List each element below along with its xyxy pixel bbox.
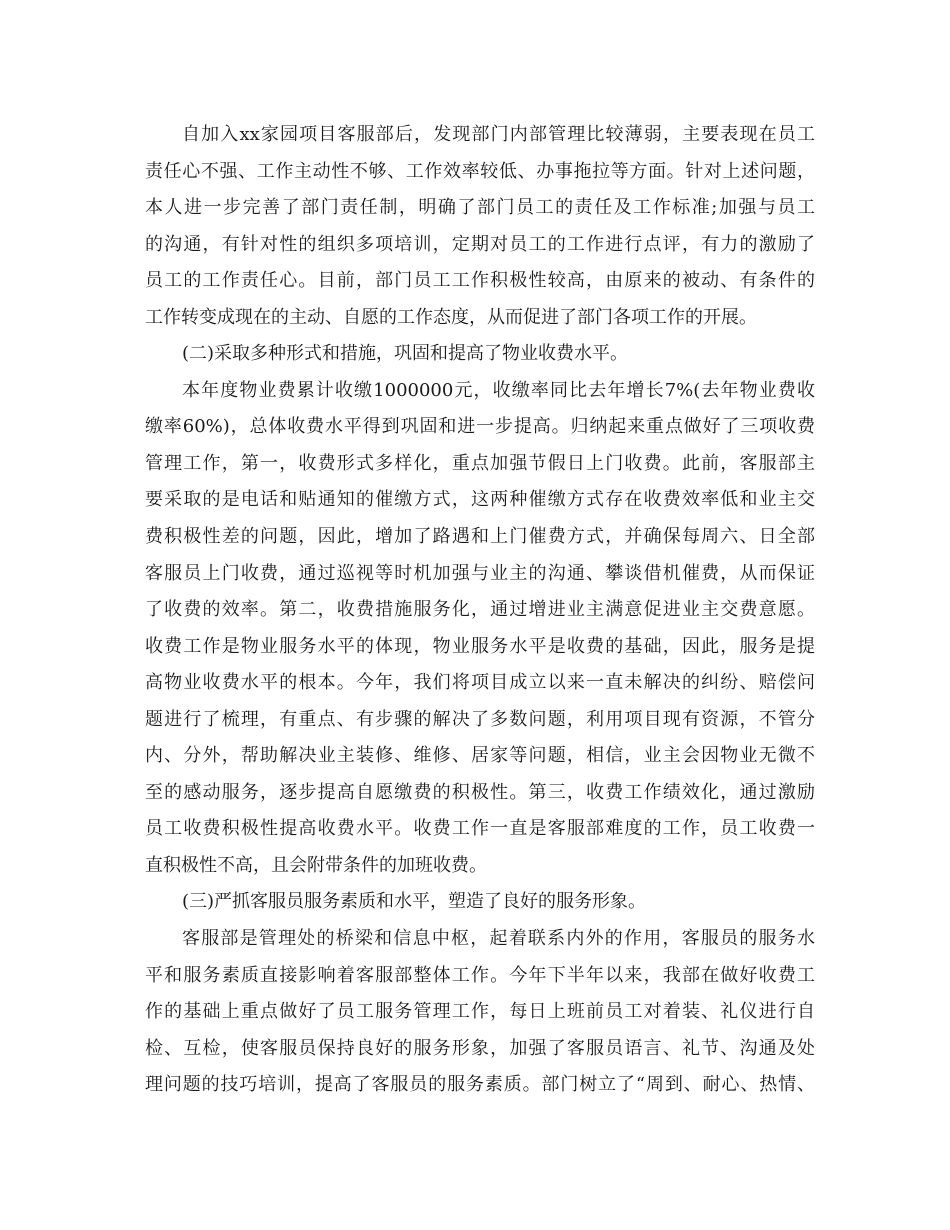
- document-body: [145, 117, 815, 1104]
- paragraph-2-line-11: 内、分外，帮助解决业主装修、维修、居家等问题，相信，业主会因物业无微不: [145, 745, 815, 767]
- paragraph-3-line-5: 理问题的技巧培训，提高了客服员的服务素质。部门树立了“周到、耐心、热情、: [145, 1074, 815, 1096]
- paragraph-3-line-3: 作的基础上重点做好了员工服务管理工作，每日上班前员工对着装、礼仪进行自: [145, 1001, 815, 1023]
- paragraph-2-line-2: 缴率60%)，总体收费水平得到巩固和进一步提高。归纳起来重点做好了三项收费: [145, 416, 815, 438]
- paragraph-1-line-3: 本人进一步完善了部门责任制，明确了部门员工的责任及工作标准;加强与员工: [145, 197, 815, 219]
- paragraph-1-line-6: 工作转变成现在的主动、自愿的工作态度，从而促进了部门各项工作的开展。: [145, 306, 757, 328]
- paragraph-1-line-2: 责任心不强、工作主动性不够、工作效率较低、办事拖拉等方面。针对上述问题，: [145, 160, 815, 182]
- section-heading-3: (三)严抓客服员服务素质和水平，塑造了良好的服务形象。: [182, 891, 647, 913]
- paragraph-2-line-14: 直积极性不高，且会附带条件的加班收费。: [145, 854, 487, 876]
- paragraph-3-line-2: 平和服务素质直接影响着客服部整体工作。今年下半年以来，我部在做好收费工: [145, 964, 815, 986]
- paragraph-1-line-4: 的沟通，有针对性的组织多项培训，定期对员工的工作进行点评，有力的激励了: [145, 233, 815, 255]
- paragraph-2-line-1: 本年度物业费累计收缴1000000元，收缴率同比去年增长7%(去年物业费收: [182, 379, 815, 401]
- paragraph-2-line-8: 收费工作是物业服务水平的体现，物业服务水平是收费的基础，因此，服务是提: [145, 635, 815, 657]
- paragraph-2-line-13: 员工收费积极性提高收费水平。收费工作一直是客服部难度的工作，员工收费一: [145, 818, 815, 840]
- paragraph-2-line-9: 高物业收费水平的根本。今年，我们将项目成立以来一直未解决的纠纷、赔偿问: [145, 672, 815, 694]
- paragraph-2-line-10: 题进行了梳理，有重点、有步骤的解决了多数问题，利用项目现有资源，不管分: [145, 708, 815, 730]
- paragraph-3-line-4: 检、互检，使客服员保持良好的服务形象，加强了客服员语言、礼节、沟通及处: [145, 1037, 815, 1059]
- paragraph-2-line-5: 费积极性差的问题，因此，增加了路遇和上门催费方式，并确保每周六、日全部: [145, 526, 815, 548]
- paragraph-3-line-1: 客服部是管理处的桥梁和信息中枢，起着联系内外的作用，客服员的服务水: [182, 928, 815, 950]
- paragraph-2-line-3: 管理工作，第一，收费形式多样化，重点加强节假日上门收费。此前，客服部主: [145, 452, 815, 474]
- paragraph-2-line-12: 至的感动服务，逐步提高自愿缴费的积极性。第三，收费工作绩效化，通过激励: [145, 781, 815, 803]
- paragraph-1-line-1: 自加入xx家园项目客服部后，发现部门内部管理比较薄弱，主要表现在员工: [182, 124, 815, 145]
- paragraph-2-line-7: 了收费的效率。第二，收费措施服务化，通过增进业主满意促进业主交费意愿。: [145, 599, 815, 621]
- paragraph-1-line-5: 员工的工作责任心。目前，部门员工工作积极性较高，由原来的被动、有条件的: [145, 270, 815, 292]
- paragraph-2-line-6: 客服员上门收费，通过巡视等时机加强与业主的沟通、攀谈借机催费，从而保证: [145, 562, 815, 584]
- section-heading-2: (二)采取多种形式和措施，巩固和提高了物业收费水平。: [182, 343, 629, 365]
- paragraph-2-line-4: 要采取的是电话和贴通知的催缴方式，这两种催缴方式存在收费效率低和业主交: [145, 489, 815, 511]
